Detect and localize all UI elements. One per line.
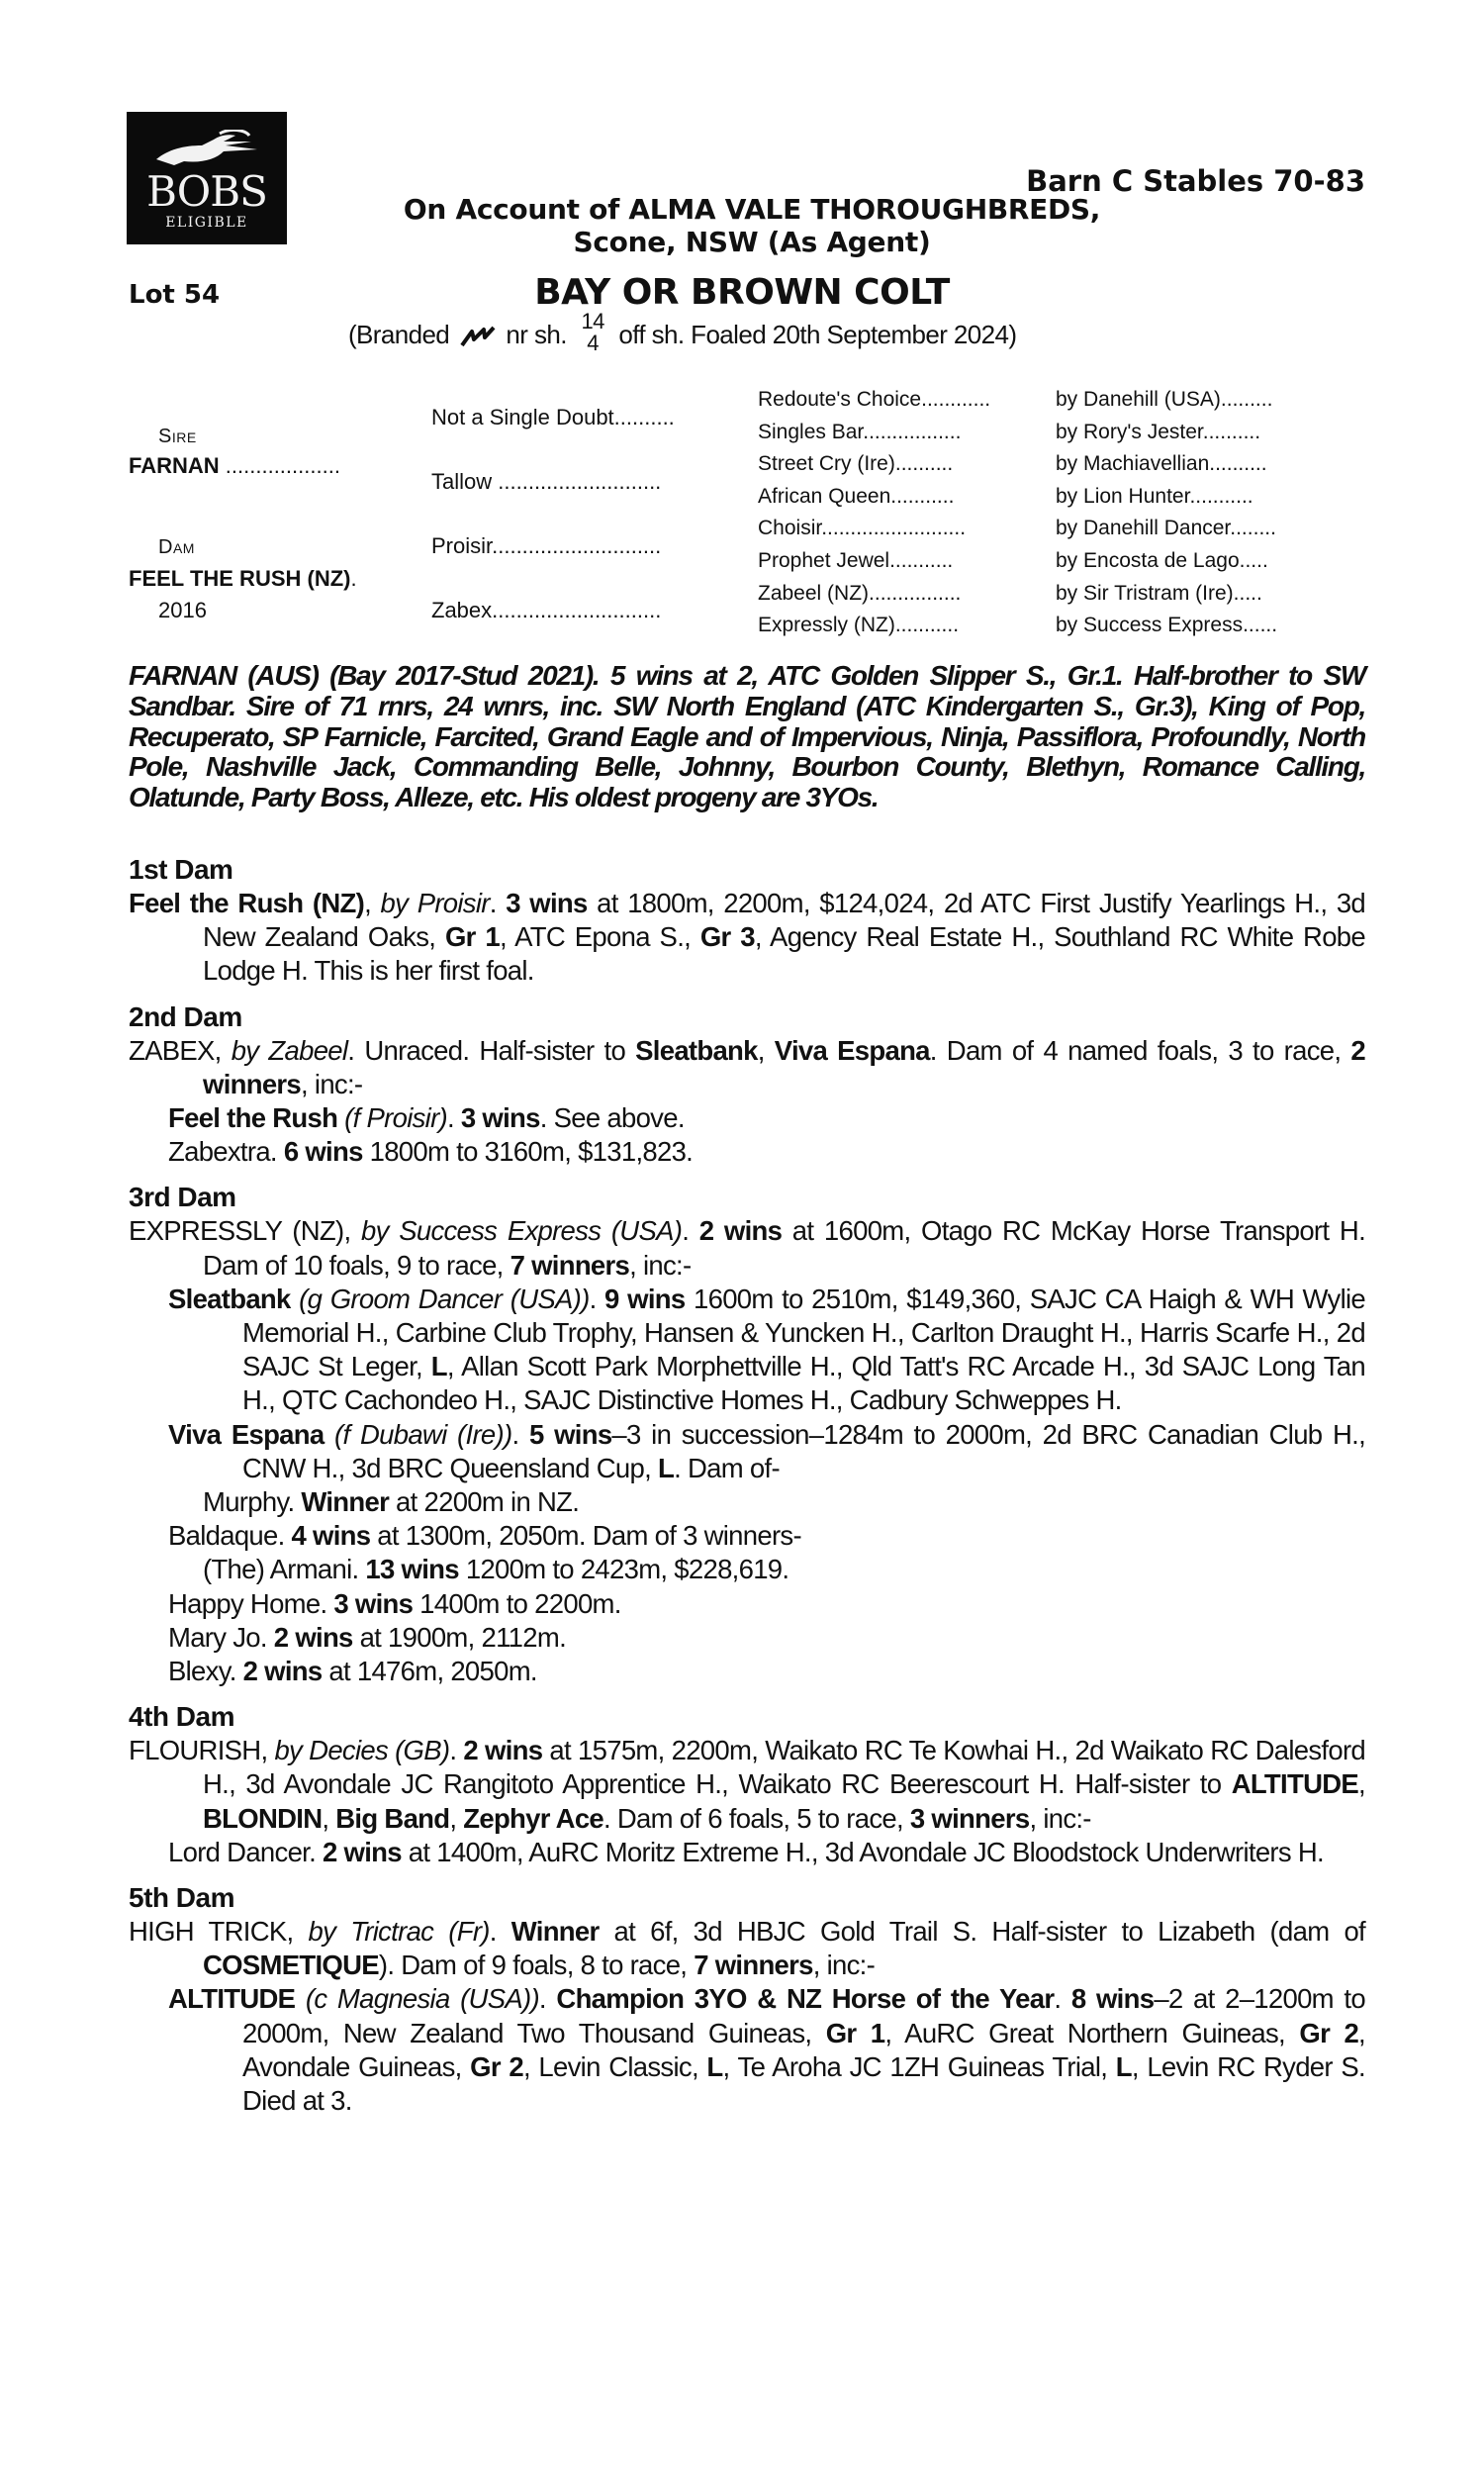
bold-text: Champion 3YO & NZ Horse of the Year [556, 1983, 1055, 2015]
gen3-sire-entry [1056, 481, 1277, 514]
text-run: Lord Dancer. [168, 1836, 323, 1867]
text-run: , inc:- [629, 1249, 692, 1281]
dam-section-heading: 1st Dam [129, 854, 233, 885]
dam-section [129, 1000, 1365, 1170]
bold-text: 4 wins [291, 1520, 371, 1552]
sire-name: FARNAN [129, 453, 220, 478]
italic-text: (g Groom Dancer (USA)) [299, 1283, 590, 1314]
sire-notes: FARNAN (AUS) (Bay 2017-Stud 2021). 5 wins at 2, ATC Golden Slipper S., Gr.1. Half-brother to SW Sandbar. Sire of 71 rnrs, 24 wnrs, inc. SW North England (ATC Kindergarten S., Gr.3), King of Pop, Recuperato, SP Farnicle, Farcited, Grand Eagle and of Impervious, Ninja, Passiflora, Profoundly, North Pole, Nashville Jack, Commanding Belle, Johnny, Bourbon County, Blethyn, Romance Calling, Olatunde, Party Boss, Alleze, etc. His oldest progeny are 3YOs. [129, 660, 1365, 813]
gen3-sire-entry [1056, 513, 1277, 545]
leader-dots: ............................ [492, 598, 662, 622]
dam-section-heading: 2nd Dam [129, 1000, 242, 1032]
progeny-entry [129, 1135, 1365, 1169]
text-run: , inc:- [1029, 1802, 1091, 1834]
text-run: at 1476m, 2050m. [322, 1656, 537, 1687]
horse-description: BAY OR BROWN COLT [534, 272, 950, 313]
italic-text: (f Proisir) [344, 1102, 447, 1134]
brand-fraction [581, 311, 603, 354]
pedigree-gen2-row [431, 469, 661, 495]
bold-text: 3 wins [506, 888, 588, 918]
text-run: 1200m to 2423m, $228,619. [458, 1554, 789, 1585]
branded-suffix: off sh. Foaled 20th September 2024) [618, 320, 1017, 349]
logo-eligible-text: ELIGIBLE [165, 215, 248, 231]
bold-text: 6 wins [283, 1136, 363, 1168]
bold-text: 2 wins [242, 1656, 323, 1687]
leader-dots: ........... [889, 548, 954, 572]
gen3-name: Expressly (NZ) [758, 614, 895, 637]
bold-text: Big Band [335, 1802, 450, 1834]
progeny-entry [129, 1836, 1365, 1869]
text-run: . [1054, 1983, 1071, 2015]
text-run: , inc:- [812, 1950, 876, 1981]
text-run: at 1900m, 2112m. [352, 1621, 567, 1653]
bold-text: Gr 2 [1299, 2017, 1359, 2048]
pedigree-gen3-dams-column [758, 384, 990, 642]
bold-text: Sleatbank [635, 1034, 758, 1066]
italic-text: by Decies (GB) [274, 1735, 450, 1766]
dam-entry [129, 1915, 1365, 1982]
text-run: , AuRC Great Northern Guineas, [884, 2017, 1300, 2048]
gen3-name: Redoute's Choice [758, 388, 922, 411]
progeny-entry [129, 1283, 1365, 1418]
text-run: –3 in succession–1284m to 2000m, 2d BRC Canadian Club H., CNW H., 3d BRC Queensland Cup, [242, 1418, 1366, 1483]
bold-text: Sleatbank [168, 1283, 291, 1314]
text-run: , [322, 1802, 336, 1834]
dam-section-heading: 4th Dam [129, 1701, 234, 1733]
italic-text: by Trictrac (Fr) [308, 1916, 490, 1948]
logo-bobs-text: BOBS [146, 167, 267, 216]
dam-entry [129, 887, 1365, 989]
bold-text: ALTITUDE [168, 1983, 296, 2015]
text-run: . Dam of 4 named foals, 3 to race, [929, 1034, 1351, 1066]
gen3-sire-entry [1056, 448, 1277, 481]
bold-text: Gr 2 [470, 2050, 523, 2082]
gen2-name: Tallow [431, 469, 493, 494]
italic-text: (c Magnesia (USA)) [305, 1983, 539, 2015]
branded-near-side: nr sh. [506, 320, 567, 349]
text-run [291, 1284, 300, 1314]
gen3-sire-entry [1056, 384, 1277, 417]
italic-text: (f Dubawi (Ire)) [334, 1418, 512, 1450]
bold-text: ALTITUDE [1231, 1768, 1359, 1800]
bold-text: 7 winners [694, 1950, 813, 1981]
bold-text: 8 wins [1070, 1983, 1155, 2015]
leader-dots: ........... [1189, 484, 1253, 508]
leader-dots: ........ [1230, 517, 1276, 540]
gen3-sire-name: by Machiavellian [1056, 452, 1210, 476]
brand-fraction-bottom: 4 [587, 331, 599, 356]
gen3-dam-entry [758, 578, 990, 611]
leader-dots: .......... [1209, 452, 1267, 476]
text-run: , [364, 888, 381, 918]
progeny-entry [129, 1982, 1365, 2118]
text-run: 1800m to 3160m, $131,823. [362, 1136, 694, 1168]
bold-text: Zephyr Ace [463, 1802, 604, 1834]
text-run: Zabextra. [168, 1136, 284, 1168]
lot-number: Lot 54 [129, 280, 221, 310]
text-run [324, 1419, 334, 1450]
gen3-sire-name: by Danehill (USA) [1056, 388, 1221, 411]
text-run: at 1600m, Otago RC McKay Horse Transport H. Dam of 10 foals, 9 to race, [203, 1215, 1366, 1281]
text-run: , ATC Epona S., [500, 921, 700, 953]
gen3-sire-name: by Success Express [1056, 614, 1244, 637]
pedigree-gen3-sires-column [1056, 384, 1277, 642]
text-run: . Unraced. Half-sister to [347, 1034, 636, 1066]
gen3-dam-entry [758, 448, 990, 481]
bold-text: Gr 1 [444, 921, 501, 953]
bobs-eligible-logo [127, 112, 287, 244]
text-run: at 1400m, AuRC Moritz Extreme H., 3d Avondale JC Bloodstock Underwriters H. [401, 1836, 1324, 1867]
text-run: , Agency Real Estate H., Southland RC White Robe Lodge H. This is her first foal. [203, 921, 1365, 987]
progeny-entry [129, 1587, 1365, 1621]
gen3-sire-name: by Sir Tristram (Ire) [1056, 581, 1234, 605]
leader-dots: .......... [894, 452, 954, 476]
bold-text: Feel the Rush (NZ) [129, 888, 365, 918]
bold-text: 2 wins [273, 1621, 353, 1653]
dam-entry [129, 1214, 1365, 1282]
leader-dots: ..... [1239, 548, 1268, 572]
bold-text: Viva Espana [168, 1418, 325, 1450]
gen3-dam-entry [758, 384, 990, 417]
dam-section [129, 853, 1365, 989]
gen2-name: Proisir [431, 533, 493, 558]
gen3-dam-entry [758, 610, 990, 642]
text-run: Mary Jo. [168, 1621, 274, 1653]
italic-text: by Proisir [380, 888, 490, 918]
text-run: EXPRESSLY (NZ), [129, 1215, 361, 1247]
progeny-entry [129, 1553, 1365, 1586]
pedigree-gen2-row [431, 405, 675, 430]
sire-label: Sire [158, 426, 197, 447]
pedigree-gen2-row [431, 598, 661, 623]
gen3-name: Singles Bar [758, 420, 864, 443]
bold-text: Feel the Rush [168, 1102, 338, 1134]
gen3-name: Prophet Jewel [758, 548, 890, 572]
dam-entry [129, 1734, 1365, 1836]
gen3-name: African Queen [758, 484, 891, 508]
female-family [129, 853, 1365, 2130]
progeny-entry [129, 1485, 1365, 1519]
text-run: at 1300m, 2050m. Dam of 3 winners- [370, 1520, 801, 1552]
text-run: . [511, 1418, 529, 1450]
dam-name: FEEL THE RUSH (NZ) [129, 566, 351, 591]
leader-dots: ............ [921, 388, 991, 411]
dam-section [129, 1881, 1365, 2118]
bold-text: 9 wins [604, 1283, 686, 1314]
leader-dots: ......................... [821, 517, 967, 540]
gen3-sire-entry [1056, 578, 1277, 611]
bold-text: 3 winners [909, 1802, 1030, 1834]
dam-name-row [129, 566, 357, 592]
bold-text: L [706, 2050, 723, 2082]
dam-entry [129, 1034, 1365, 1101]
text-run: Murphy. [203, 1486, 302, 1518]
bold-text: 13 wins [365, 1554, 459, 1585]
brand-fraction-top: 14 [581, 309, 604, 334]
brand-mark-icon [460, 326, 496, 347]
gen3-dam-entry [758, 513, 990, 545]
leader-dots: .......... [1202, 420, 1261, 443]
leader-dots: ........... [890, 484, 955, 508]
leader-dots: ............................ [492, 533, 662, 558]
bold-text: Gr 1 [825, 2017, 885, 2048]
bold-text: 2 wins [323, 1836, 402, 1867]
text-run: –2 at 2–1200m to 2000m, New Zealand Two Thousand Guineas, [242, 1983, 1365, 2048]
leader-dots: . [350, 566, 357, 591]
text-run: ZABEX, [129, 1034, 232, 1066]
vendor-location: Scone, NSW (As Agent) [573, 226, 931, 258]
leader-dots: ...... [1243, 614, 1278, 637]
bold-text: Gr 3 [699, 921, 755, 953]
gen3-name: Zabeel (NZ) [758, 581, 870, 605]
progeny-entry [129, 1101, 1365, 1135]
text-run: . [682, 1215, 699, 1247]
leader-dots: ........... [894, 614, 960, 637]
text-run: , inc:- [301, 1068, 363, 1099]
barn-location: Barn C Stables 70-83 [1026, 164, 1365, 198]
gen3-sire-name: by Lion Hunter [1056, 484, 1190, 508]
leader-dots: ..... [1233, 581, 1262, 605]
text-run [295, 1983, 306, 2014]
bold-text: 3 wins [460, 1102, 540, 1134]
dam-section-heading: 5th Dam [129, 1882, 234, 1914]
text-run: 1400m to 2200m. [413, 1587, 621, 1619]
text-run: . [449, 1735, 464, 1766]
text-run: . Dam of- [674, 1452, 780, 1483]
leader-dots: ................. [863, 420, 962, 443]
branded-prefix: (Branded [348, 320, 450, 349]
bold-text: 2 wins [698, 1215, 783, 1247]
text-run: , Te Aroha JC 1ZH Guineas Trial, [722, 2050, 1116, 2082]
gen2-name: Not a Single Doubt [431, 405, 614, 429]
bold-text: 5 wins [528, 1418, 612, 1450]
gen3-sire-entry [1056, 417, 1277, 449]
gen3-dam-entry [758, 417, 990, 449]
leader-dots: ................ [869, 581, 962, 605]
text-run: . [489, 1916, 511, 1948]
text-run: (The) Armani. [203, 1554, 366, 1585]
progeny-entry [129, 1519, 1365, 1553]
text-run: Happy Home. [168, 1587, 334, 1619]
text-run: . [447, 1102, 461, 1134]
text-run: , [757, 1034, 775, 1066]
text-run: , [1358, 1768, 1365, 1800]
pedigree-gen2-row [431, 533, 661, 559]
gen3-dam-entry [758, 545, 990, 578]
bold-text: L [1115, 2050, 1132, 2082]
text-run: , Levin Classic, [522, 2050, 707, 2082]
dam-section-heading: 3rd Dam [129, 1182, 236, 1213]
bold-text: BLONDIN [203, 1802, 323, 1834]
italic-text: by Success Express (USA) [360, 1215, 683, 1247]
gen3-sire-name: by Encosta de Lago [1056, 548, 1240, 572]
gen3-name: Choisir [758, 517, 822, 540]
gen3-sire-entry [1056, 610, 1277, 642]
leader-dots: ................... [225, 453, 340, 478]
text-run: , [449, 1802, 464, 1834]
text-run: . [538, 1983, 557, 2015]
text-run: , Avondale Guineas, [242, 2017, 1365, 2082]
gen3-sire-entry [1056, 545, 1277, 578]
text-run: 1600m to 2510m, $149,360, SAJC CA Haigh & WH Wylie Memorial H., Carbine Club Trophy, Hansen & Yuncken H., Carlton Draught H., Harris Scarfe H., 2d SAJC St Leger, [242, 1283, 1365, 1382]
text-run: . [489, 888, 507, 918]
leader-dots: ......... [1220, 388, 1273, 411]
leader-dots: ........................... [498, 469, 662, 494]
vendor-account [356, 193, 1148, 258]
bold-text: Winner [301, 1486, 390, 1518]
text-run: Baldaque. [168, 1520, 292, 1552]
vendor-name: On Account of ALMA VALE THOROUGHBREDS, [403, 193, 1101, 226]
text-run: , Allan Scott Park Morphettville H., Qld Tatt's RC Arcade H., 3d SAJC Long Tan H., QTC Cachondeo H., SAJC Distinctive Homes H., Cadbury Schweppes H. [242, 1351, 1365, 1416]
bold-text: 3 wins [333, 1587, 414, 1619]
text-run: . [589, 1283, 605, 1314]
bold-text: 7 winners [510, 1249, 630, 1281]
dam-section [129, 1181, 1365, 1688]
sire-name-row [129, 453, 340, 479]
text-run: FLOURISH, [129, 1735, 275, 1766]
bold-text: 2 winners [203, 1034, 1365, 1099]
text-run: ). Dam of 9 foals, 8 to race, [378, 1950, 695, 1981]
brand-foaled-line [348, 309, 1017, 358]
progeny-entry [129, 1655, 1365, 1688]
bold-text: COSMETIQUE [203, 1950, 379, 1981]
dam-label: Dam [158, 536, 195, 558]
leader-dots: .......... [613, 405, 675, 429]
gen3-dam-entry [758, 481, 990, 514]
text-run: . Dam of 6 foals, 5 to race, [603, 1802, 910, 1834]
dam-year: 2016 [158, 598, 207, 622]
bold-text: 2 wins [463, 1735, 543, 1766]
text-run: . See above. [539, 1102, 685, 1134]
gen2-name: Zabex [431, 598, 493, 622]
text-run: at 1800m, 2200m, $124,024, 2d ATC First Justify Yearlings H., 3d New Zealand Oaks, [203, 888, 1366, 953]
text-run: Blexy. [168, 1656, 243, 1687]
dam-section [129, 1700, 1365, 1869]
italic-text: by Zabeel [231, 1034, 348, 1066]
gen3-name: Street Cry (Ire) [758, 452, 895, 476]
text-run: at 6f, 3d HBJC Gold Trail S. Half-sister to Lizabeth (dam of [599, 1916, 1365, 1948]
text-run: , Levin RC Ryder S. Died at 3. [242, 2050, 1365, 2117]
text-run: at 2200m in NZ. [389, 1486, 580, 1518]
progeny-entry [129, 1621, 1365, 1655]
bold-text: Winner [510, 1916, 600, 1948]
bold-text: L [430, 1351, 447, 1382]
bold-text: Viva Espana [774, 1034, 930, 1066]
bold-text: L [658, 1452, 675, 1483]
text-run: HIGH TRICK, [129, 1916, 309, 1948]
text-run: at 1575m, 2200m, Waikato RC Te Kowhai H., 2d Waikato RC Dalesford H., 3d Avondale JC Rangitoto Apprentice H., Waikato RC Beerescourt H. Half-sister to [203, 1735, 1366, 1800]
gen3-sire-name: by Rory's Jester [1056, 420, 1203, 443]
horse-head-icon [154, 130, 259, 169]
progeny-entry [129, 1418, 1365, 1485]
gen3-sire-name: by Danehill Dancer [1056, 517, 1231, 540]
